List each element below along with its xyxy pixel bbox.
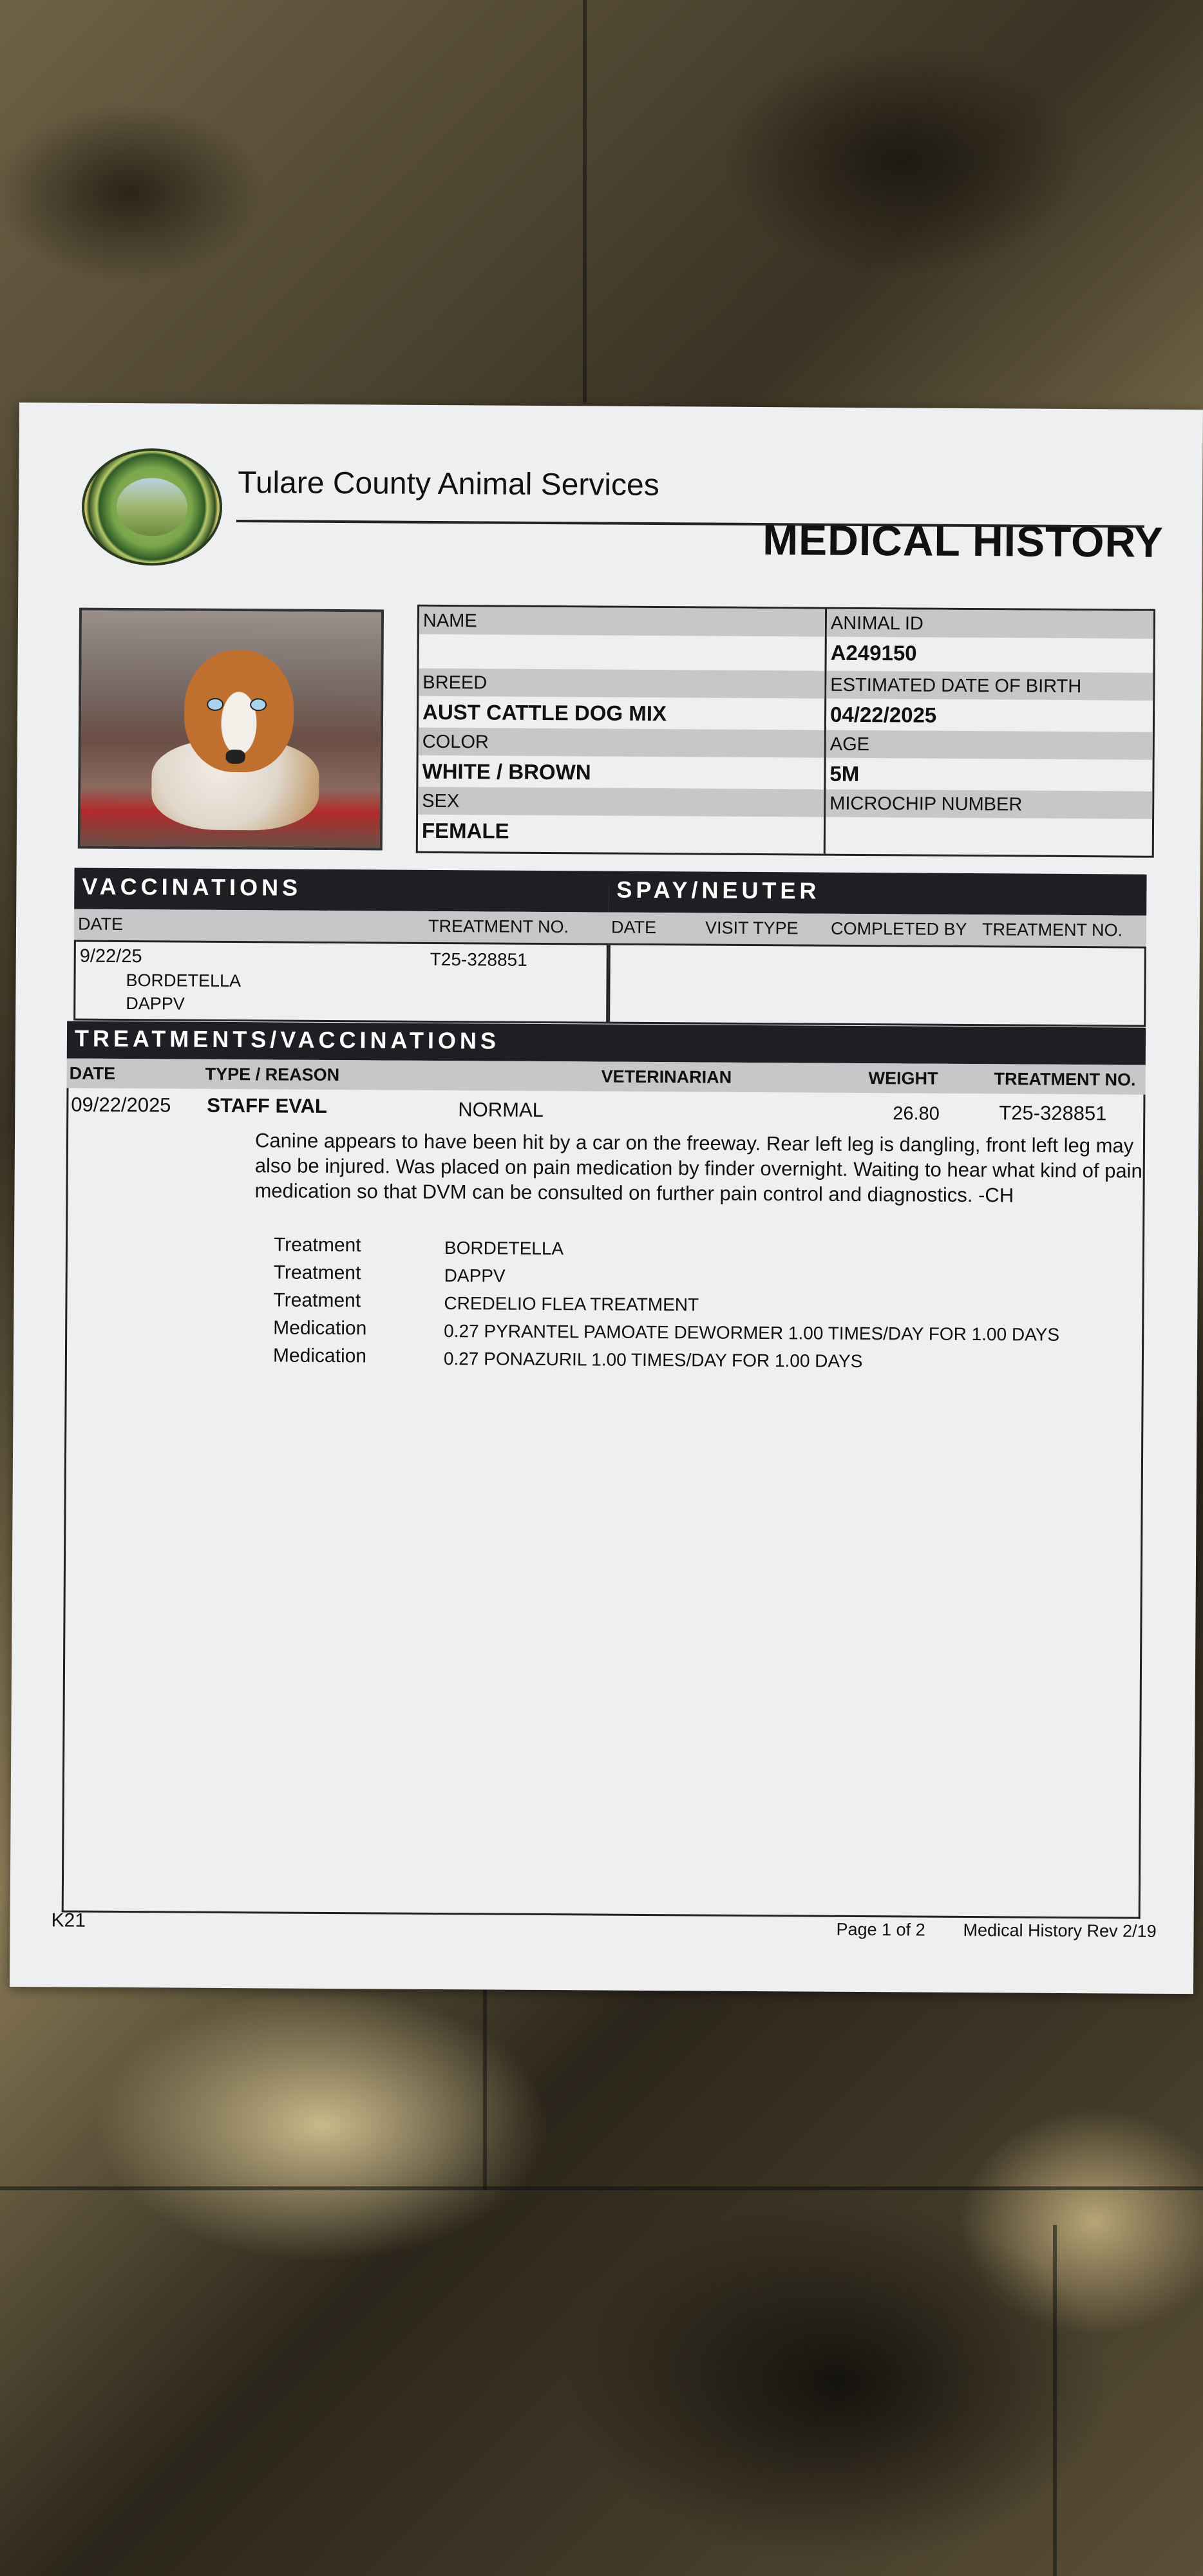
treat-line-detail: DAPPV: [444, 1265, 506, 1286]
treat-line-detail: 0.27 PONAZURIL 1.00 TIMES/DAY FOR 1.00 DAYS: [443, 1349, 863, 1372]
animal-info-table: [416, 605, 1155, 858]
dob-value: 04/22/2025: [829, 702, 937, 727]
microchip-field: [826, 790, 1152, 824]
treat-line-detail: 0.27 PYRANTEL PAMOATE DEWORMER 1.00 TIMES/DAY FOR 1.00 DAYS: [444, 1321, 1060, 1345]
vacc-item: BORDETELLA: [126, 971, 242, 991]
info-left-column: [418, 607, 827, 854]
vaccinations-header: VACCINATIONS: [74, 868, 609, 913]
treat-line-kind: Medication: [273, 1317, 367, 1340]
spay-col-treatment-no: TREATMENT NO.: [981, 920, 1123, 940]
marble-seam: [0, 2186, 1203, 2190]
age-value: 5M: [829, 761, 860, 786]
marble-seam: [483, 1984, 487, 2190]
animal-photo: [78, 608, 384, 851]
treat-date: 09/22/2025: [71, 1093, 171, 1117]
treatments-header: TREATMENTS/VACCINATIONS: [67, 1021, 1146, 1065]
microchip-label: MICROCHIP NUMBER: [826, 790, 1152, 819]
breed-field: [419, 668, 825, 728]
vacc-col-date: DATE: [77, 914, 124, 934]
dog-nose: [226, 750, 245, 764]
treat-col-type: TYPE / REASON: [205, 1064, 340, 1085]
footer-code: K21: [51, 1909, 86, 1931]
organization-name: Tulare County Animal Services: [238, 466, 659, 503]
treatment-notes: Canine appears to have been hit by a car on the freeway. Rear left leg is dangling, front left leg may also be injured. Was placed on pain medication by finder overnight. Waiting to hear what kind of pain medication so that DVM can be consulted on further pain control and diagnostics. -CH: [254, 1129, 1142, 1207]
vaccinations-column-header: [74, 909, 609, 943]
treat-col-vet: VETERINARIAN: [601, 1066, 732, 1087]
spay-col-completed-by: COMPLETED BY: [830, 918, 967, 940]
county-seal-logo: [81, 448, 222, 566]
treat-line-detail: CREDELIO FLEA TREATMENT: [444, 1293, 699, 1315]
treat-line-kind: Treatment: [273, 1262, 361, 1284]
treat-type: STAFF EVAL: [207, 1094, 328, 1117]
info-right-column: [826, 609, 1153, 856]
treat-weight: 26.80: [893, 1103, 940, 1124]
document-title: MEDICAL HISTORY: [762, 516, 1164, 566]
treat-line-detail: BORDETELLA: [444, 1238, 564, 1259]
breed-value: AUST CATTLE DOG MIX: [422, 699, 667, 726]
name-value: [419, 634, 825, 668]
treat-col-treatment-no: TREATMENT NO.: [994, 1069, 1136, 1090]
treat-col-date: DATE: [69, 1063, 116, 1083]
color-field: [418, 728, 824, 788]
spay-col-visit-type: VISIT TYPE: [705, 918, 799, 938]
color-value: WHITE / BROWN: [422, 759, 591, 784]
vacc-item: DAPPV: [126, 994, 185, 1014]
breed-label: BREED: [419, 668, 824, 699]
animal-id-label: ANIMAL ID: [827, 609, 1153, 639]
dob-label: ESTIMATED DATE OF BIRTH: [826, 671, 1153, 701]
name-field: [419, 607, 826, 668]
spay-neuter-header: SPAY/NEUTER: [609, 871, 1146, 916]
dob-field: [826, 671, 1153, 730]
footer-page: Page 1 of 2: [836, 1919, 925, 1940]
treat-line-kind: Treatment: [273, 1289, 361, 1312]
spay-neuter-column-header: [609, 913, 1146, 947]
treat-result: NORMAL: [458, 1098, 544, 1121]
sex-field: [418, 787, 824, 847]
spay-col-date: DATE: [611, 917, 657, 938]
age-label: AGE: [826, 730, 1153, 760]
treat-col-weight: WEIGHT: [868, 1068, 938, 1088]
dog-eye: [250, 698, 267, 711]
seal-landscape: [117, 478, 188, 536]
color-label: COLOR: [419, 728, 824, 758]
vaccinations-body: [73, 940, 609, 1024]
dog-eye: [207, 698, 223, 711]
footer-revision: Medical History Rev 2/19: [963, 1920, 1157, 1941]
treat-line-kind: Treatment: [273, 1234, 361, 1256]
animal-id-value: A249150: [830, 640, 917, 665]
vacc-treatment-no: T25-328851: [430, 949, 527, 970]
sex-label: SEX: [418, 787, 824, 817]
medical-history-sheet: [10, 402, 1203, 1994]
treat-treatment-no: T25-328851: [999, 1101, 1107, 1125]
marble-seam: [583, 0, 587, 402]
sex-value: FEMALE: [421, 818, 509, 843]
marble-seam: [1053, 2225, 1057, 2576]
spay-neuter-body: [608, 943, 1146, 1027]
vacc-date: 9/22/25: [79, 945, 142, 967]
name-label: NAME: [419, 607, 825, 637]
treat-line-kind: Medication: [272, 1345, 367, 1367]
age-field: [826, 730, 1153, 790]
vacc-col-treatment-no: TREATMENT NO.: [428, 916, 569, 937]
treatments-body: [62, 1088, 1146, 1918]
animal-id-field: [827, 609, 1154, 668]
microchip-value: [826, 817, 1152, 824]
